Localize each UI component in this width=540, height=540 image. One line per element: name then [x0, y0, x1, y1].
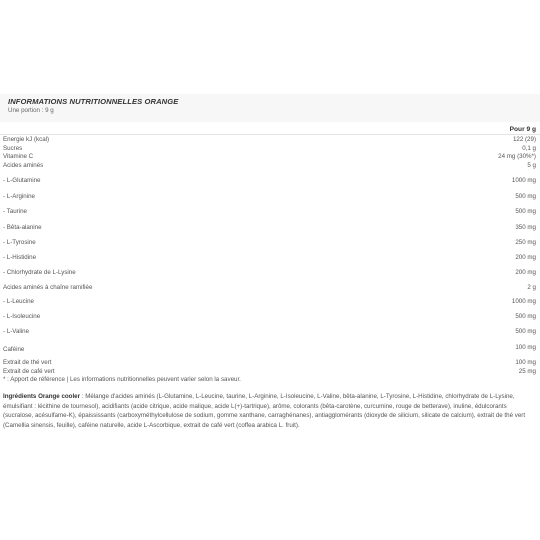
row-value: 122 (29) [512, 136, 536, 143]
table-row [0, 269, 540, 277]
footnote: * : Apport de référence | Les informations nutritionnelles peuvent varier selon la saveur. [3, 376, 241, 383]
row-label: Vitamine C [3, 153, 34, 160]
row-label: Caféine [3, 346, 25, 353]
table-row [0, 313, 540, 321]
row-label: - L-Tyrosine [3, 239, 36, 246]
nutrition-title: INFORMATIONS NUTRITIONNELLES ORANGE [8, 97, 179, 106]
row-value: 24 mg (30%*) [498, 153, 536, 160]
row-label: - Taurine [3, 208, 27, 215]
row-value: 250 mg [515, 239, 536, 246]
ingredients-text: : Mélange d'acides aminés (L-Glutamine, L-Leucine, taurine, L-Arginine, L-Isoleucine, L-Valine, bêta-alanine, L-Tyrosine, L-Histidine, chlorhydrate de L-Lysine, émulsifiant : lécithine de tournesol), acidifiants (acide citrique, acide malique, acide L(+)-tartrique), arôme, colorants (bêta-carotène, curcumine, rouge de betterave), inuline, édulcorants (sucralose, acésulfame-K), épaississants (carboxyméthylcellulose de sodium, gomme xanthane, carraghénanes), antiagglomérants (dioxyde de silicium, silicate de calcium), extrait de thé vert (Camellia sinensis, feuille), caféine naturelle, acide L-Ascorbique, extrait de café vert (coffea arabica L. fruit). [3, 393, 526, 429]
row-label: - L-Isoleucine [3, 313, 41, 320]
row-label: - L-Histidine [3, 254, 37, 261]
nutrition-header [0, 94, 540, 122]
row-value: 100 mg [515, 359, 536, 366]
row-label: Extrait de café vert [3, 368, 55, 375]
row-label: Acides aminés à chaîne ramifiée [3, 284, 93, 291]
table-row [0, 177, 540, 185]
row-value: 100 mg [515, 344, 536, 351]
table-row [0, 153, 540, 161]
row-value: 2 g [527, 284, 536, 291]
row-label: - Chlorhydrate de L-Lysine [3, 269, 76, 276]
table-row [0, 344, 540, 352]
row-label: - L-Valine [3, 328, 30, 335]
table-row [0, 254, 540, 262]
table-row [0, 328, 540, 336]
ingredients-label: Ingrédients Orange cooler [3, 393, 81, 400]
table-row [0, 193, 540, 201]
row-value: 1000 mg [511, 177, 536, 184]
row-value: 200 mg [515, 254, 536, 261]
row-value: 200 mg [515, 269, 536, 276]
table-row [0, 162, 540, 170]
table-row [0, 239, 540, 247]
row-value: 500 mg [515, 193, 536, 200]
row-value: 500 mg [515, 208, 536, 215]
column-header: Pour 9 g [509, 126, 536, 133]
table-row [0, 224, 540, 232]
row-label: - L-Leucine [3, 298, 34, 305]
ingredients-paragraph [3, 392, 535, 430]
table-row [0, 145, 540, 153]
row-value: 1000 mg [511, 298, 536, 305]
row-value: 500 mg [515, 313, 536, 320]
portion-size: Une portion : 9 g [8, 107, 54, 114]
table-row [0, 136, 540, 144]
row-label: Extrait de thé vert [3, 359, 52, 366]
row-label: - L-Arginine [3, 193, 35, 200]
row-value: 500 mg [515, 328, 536, 335]
table-row [0, 208, 540, 216]
row-label: Energie kJ (kcal) [3, 136, 50, 143]
row-label: - Bêta-alanine [3, 224, 42, 231]
header-divider [0, 134, 540, 135]
row-value: 0,1 g [522, 145, 536, 152]
row-value: 25 mg [518, 368, 536, 375]
table-row [0, 368, 540, 376]
row-label: Acides aminés [3, 162, 44, 169]
table-row [0, 359, 540, 367]
row-label: Sucres [3, 145, 23, 152]
row-value: 5 g [527, 162, 536, 169]
row-label: - L-Glutamine [3, 177, 41, 184]
table-row [0, 298, 540, 306]
row-value: 350 mg [515, 224, 536, 231]
table-row [0, 284, 540, 292]
